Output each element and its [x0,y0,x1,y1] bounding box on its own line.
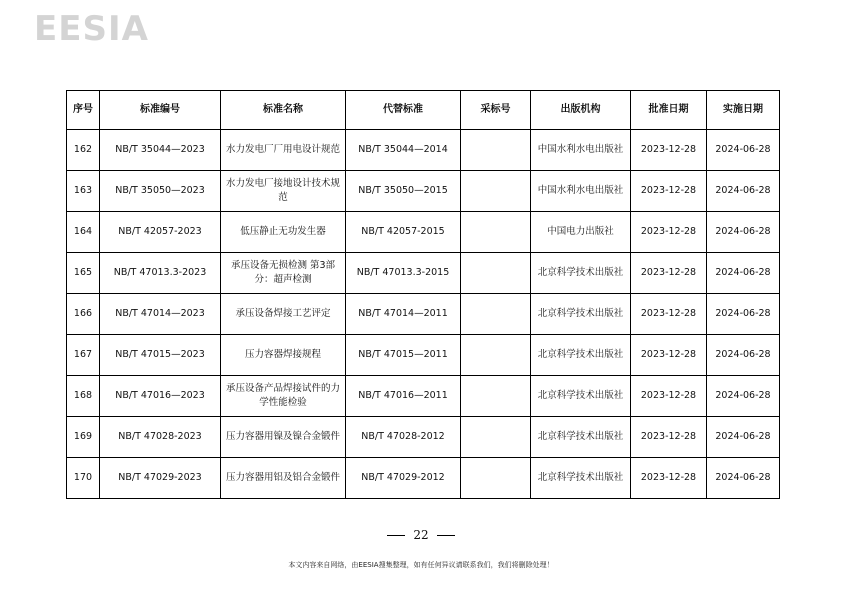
cell-approval-date: 2023-12-28 [631,458,707,499]
cell-index: 170 [67,458,100,499]
header-implementation-date: 实施日期 [707,91,780,130]
table-body [67,130,780,499]
cell-approval-date: 2023-12-28 [631,130,707,171]
cell-implementation-date: 2024-06-28 [707,335,780,376]
page-number-value: 22 [413,528,429,542]
table-row [67,335,780,376]
cell-replaced-standard: NB/T 47014—2011 [346,294,461,335]
cell-implementation-date: 2024-06-28 [707,417,780,458]
cell-publisher: 中国水利水电出版社 [531,171,631,212]
cell-publisher: 北京科学技术出版社 [531,253,631,294]
cell-standard-number: NB/T 35050—2023 [100,171,221,212]
cell-publisher: 中国水利水电出版社 [531,130,631,171]
cell-standard-number: NB/T 47015—2023 [100,335,221,376]
header-publisher: 出版机构 [531,91,631,130]
cell-approval-date: 2023-12-28 [631,335,707,376]
cell-approval-date: 2023-12-28 [631,253,707,294]
cell-publisher: 北京科学技术出版社 [531,376,631,417]
cell-standard-name: 承压设备焊接工艺评定 [221,294,346,335]
cell-publisher: 中国电力出版社 [531,212,631,253]
cell-approval-date: 2023-12-28 [631,376,707,417]
page-number-dash-left [387,535,405,536]
cell-adopted-standard [461,294,531,335]
cell-standard-name: 水力发电厂厂用电设计规范 [221,130,346,171]
cell-standard-number: NB/T 42057-2023 [100,212,221,253]
cell-publisher: 北京科学技术出版社 [531,458,631,499]
cell-adopted-standard [461,130,531,171]
table-row [67,417,780,458]
cell-replaced-standard: NB/T 47029-2012 [346,458,461,499]
cell-standard-name: 压力容器用镍及镍合金锻件 [221,417,346,458]
cell-standard-number: NB/T 47013.3-2023 [100,253,221,294]
cell-replaced-standard: NB/T 47016—2011 [346,376,461,417]
cell-standard-name: 承压设备无损检测 第3部分：超声检测 [221,253,346,294]
cell-index: 164 [67,212,100,253]
cell-adopted-standard [461,458,531,499]
cell-implementation-date: 2024-06-28 [707,458,780,499]
cell-standard-number: NB/T 47016—2023 [100,376,221,417]
cell-index: 165 [67,253,100,294]
header-adopted-standard: 采标号 [461,91,531,130]
cell-approval-date: 2023-12-28 [631,212,707,253]
cell-standard-number: NB/T 47028-2023 [100,417,221,458]
cell-adopted-standard [461,417,531,458]
cell-replaced-standard: NB/T 47028-2012 [346,417,461,458]
cell-index: 163 [67,171,100,212]
cell-standard-number: NB/T 35044—2023 [100,130,221,171]
footer-note: 本文内容来自网络，由EESIA搜集整理，如有任何异议请联系我们，我们将删除处理！ [288,561,554,569]
cell-publisher: 北京科学技术出版社 [531,335,631,376]
cell-implementation-date: 2024-06-28 [707,130,780,171]
cell-adopted-standard [461,335,531,376]
cell-index: 168 [67,376,100,417]
table-row [67,376,780,417]
cell-adopted-standard [461,212,531,253]
cell-replaced-standard: NB/T 47013.3-2015 [346,253,461,294]
header-standard-number: 标准编号 [100,91,221,130]
cell-approval-date: 2023-12-28 [631,417,707,458]
cell-standard-name: 低压静止无功发生器 [221,212,346,253]
cell-index: 169 [67,417,100,458]
cell-implementation-date: 2024-06-28 [707,171,780,212]
table-row [67,253,780,294]
cell-replaced-standard: NB/T 47015—2011 [346,335,461,376]
header-approval-date: 批准日期 [631,91,707,130]
cell-implementation-date: 2024-06-28 [707,212,780,253]
cell-replaced-standard: NB/T 42057-2015 [346,212,461,253]
header-replaced-standard: 代替标准 [346,91,461,130]
cell-replaced-standard: NB/T 35050—2015 [346,171,461,212]
cell-approval-date: 2023-12-28 [631,171,707,212]
cell-implementation-date: 2024-06-28 [707,294,780,335]
cell-index: 167 [67,335,100,376]
cell-standard-number: NB/T 47014—2023 [100,294,221,335]
eesia-logo: EESIA [34,9,149,49]
table-row [67,130,780,171]
cell-index: 166 [67,294,100,335]
header-standard-name: 标准名称 [221,91,346,130]
page-number [0,528,842,542]
table-row [67,458,780,499]
cell-standard-name: 承压设备产品焊接试件的力学性能检验 [221,376,346,417]
table-header-row [67,91,780,130]
table-row [67,212,780,253]
cell-implementation-date: 2024-06-28 [707,253,780,294]
cell-publisher: 北京科学技术出版社 [531,417,631,458]
cell-standard-number: NB/T 47029-2023 [100,458,221,499]
cell-implementation-date: 2024-06-28 [707,376,780,417]
cell-replaced-standard: NB/T 35044—2014 [346,130,461,171]
page-number-dash-right [437,535,455,536]
cell-publisher: 北京科学技术出版社 [531,294,631,335]
cell-adopted-standard [461,376,531,417]
standards-table [66,90,780,499]
table-row [67,171,780,212]
cell-index: 162 [67,130,100,171]
cell-adopted-standard [461,171,531,212]
cell-adopted-standard [461,253,531,294]
header-index: 序号 [67,91,100,130]
table-row [67,294,780,335]
cell-standard-name: 压力容器用铝及铝合金锻件 [221,458,346,499]
cell-standard-name: 水力发电厂接地设计技术规范 [221,171,346,212]
cell-approval-date: 2023-12-28 [631,294,707,335]
cell-standard-name: 压力容器焊接规程 [221,335,346,376]
